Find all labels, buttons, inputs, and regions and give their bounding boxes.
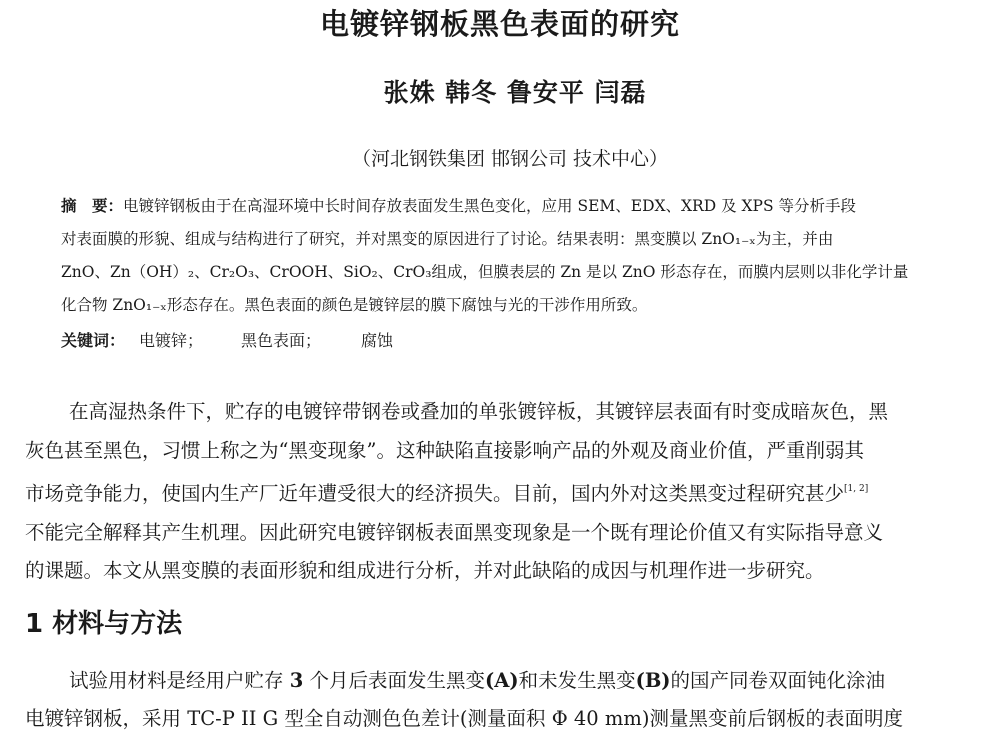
citation[interactable]: [1, 2]	[844, 484, 869, 494]
abstract-text: 电镀锌钢板由于在高湿环境中长时间存放表面发生黑色变化，应用 SEM、EDX、XRD 及 XPS 等分析手段	[123, 197, 857, 215]
paragraph-line: 不能完全解释其产生机理。因此研究电镀锌钢板表面黑变现象是一个既有理论价值又有实际指导意义	[25, 520, 884, 544]
paragraph-text: 试验用材料是经用户贮存	[69, 669, 290, 692]
sample-label: (A)	[484, 669, 519, 692]
paragraph-line	[25, 662, 995, 700]
paragraph-text: 的国产同卷双面钝化涂油	[670, 669, 886, 692]
paragraph-text: 市场竞争能力，使国内生产厂近年遭受很大的经济损失。目前，国内外对这类黑变过程研究甚少	[25, 482, 845, 505]
abstract-line: 对表面膜的形貌、组成与结构进行了研究，并对黑变的原因进行了讨论。结果表明：黑变膜以 ZnO₁₋ₓ为主，并由	[61, 230, 834, 248]
paragraph-line: 灰色甚至黑色，习惯上称之为“黑变现象”。这种缺陷直接影响产品的外观及商业价值，严重削弱其	[25, 438, 864, 462]
keywords-label: 关键词：	[61, 331, 126, 350]
keyword: 腐蚀	[361, 331, 394, 350]
paragraph-line: 在高湿热条件下，贮存的电镀锌带钢卷或叠加的单张镀锌板，其镀锌层表面有时变成暗灰色，黑	[69, 400, 889, 423]
sample-label: (B)	[635, 669, 671, 692]
paragraph-text: 和未发生黑变	[518, 669, 636, 692]
paragraph-number: 3	[289, 669, 304, 692]
paragraph-text: 个月后表面发生黑变	[303, 669, 485, 692]
abstract-line: 化合物 ZnO₁₋ₓ形态存在。黑色表面的颜色是镀锌层的膜下腐蚀与光的干涉作用所致。	[61, 296, 648, 314]
author-list: 张姝 韩冬 鲁安平 闫磊	[383, 78, 647, 107]
methods-paragraph	[25, 662, 995, 738]
keyword: 电镀锌；	[139, 331, 204, 350]
abstract-line	[61, 190, 986, 223]
abstract-label: 摘 要：	[61, 197, 124, 215]
intro-paragraph	[25, 393, 995, 591]
abstract-line: ZnO、Zn（OH）₂、Cr₂O₃、CrOOH、SiO₂、CrO₃组成，但膜表层的 Zn 是以 ZnO 形态存在，而膜内层则以非化学计量	[61, 263, 909, 281]
keywords	[61, 328, 393, 351]
affiliation: （河北钢铁集团 邯钢公司 技术中心）	[351, 148, 669, 170]
keyword: 黑色表面；	[241, 331, 322, 350]
paragraph-line: 电镀锌钢板，采用 TC-P II G 型全自动测色色差计(测量面积 Φ 40 mm)测量黑变前后钢板的表面明度	[25, 707, 904, 730]
paragraph-line	[25, 470, 995, 514]
section-heading: 1 材料与方法	[25, 609, 183, 639]
abstract	[61, 190, 986, 322]
paper-title: 电镀锌钢板黑色表面的研究	[319, 7, 680, 41]
paragraph-line: 的课题。本文从黑变膜的表面形貌和组成进行分析，并对此缺陷的成因与机理作进一步研究。	[25, 559, 825, 582]
